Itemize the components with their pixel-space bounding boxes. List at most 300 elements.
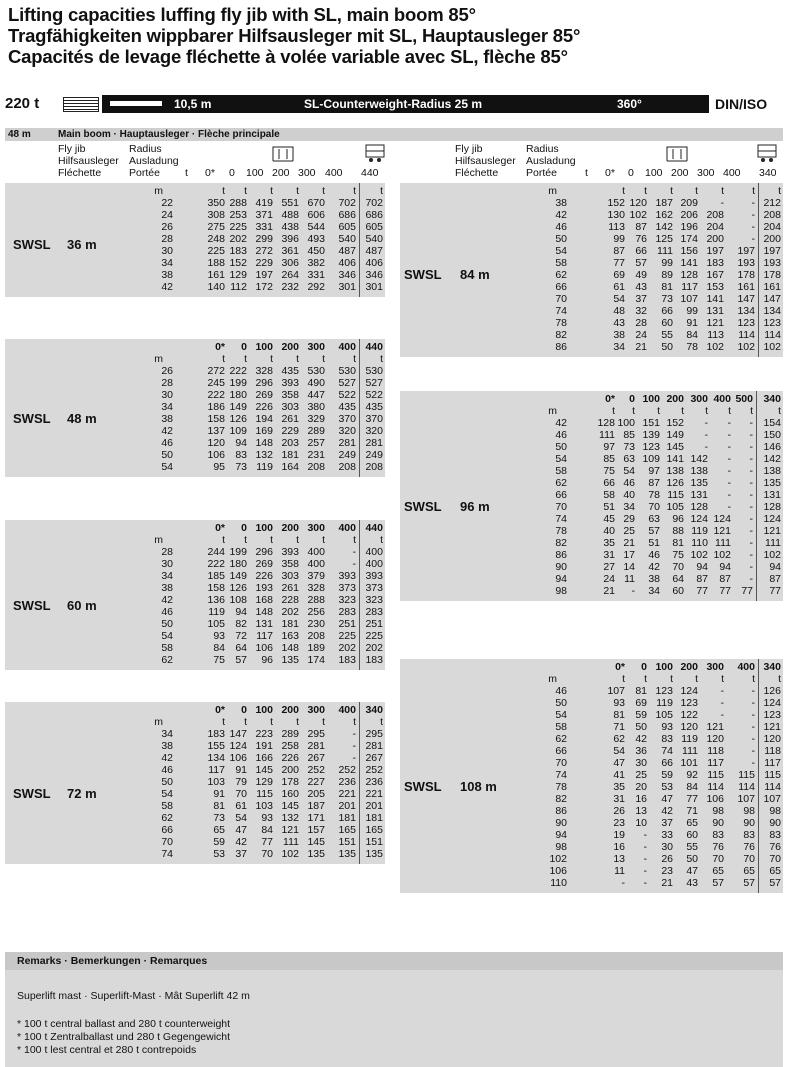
capacity-cell: 83 [743, 829, 755, 841]
capacity-cell: 73 [213, 812, 225, 824]
remarks-note: * 100 t central ballast and 280 t counterweight [17, 1018, 231, 1030]
radius-cell: 24 [161, 209, 173, 221]
capacity-cell: 197 [706, 245, 724, 257]
main-boom-length: 48 m [8, 129, 31, 140]
capacity-cell: 66 [661, 757, 673, 769]
capacity-cell: 157 [307, 824, 325, 836]
capacity-cell: 281 [365, 437, 383, 449]
capacity-cell: - [352, 546, 356, 558]
capacity-cell: 134 [207, 752, 225, 764]
capacity-cell: 81 [613, 709, 625, 721]
unit-t: t [778, 673, 781, 685]
capacity-cell: 123 [642, 441, 660, 453]
col-label: 0 [241, 341, 247, 353]
radius-cell: 50 [555, 233, 567, 245]
table-row [400, 305, 783, 317]
table-row [400, 269, 783, 281]
capacity-cell: 98 [712, 805, 724, 817]
capacity-cell: 87 [613, 245, 625, 257]
col-label: 100 [655, 661, 673, 673]
radius-cell: 50 [161, 449, 173, 461]
table-row [5, 197, 385, 209]
unit-t: t [353, 534, 356, 546]
capacity-cell: 85 [623, 429, 635, 441]
capacity-cell: 180 [229, 389, 247, 401]
capacity-cell: - [749, 465, 753, 477]
table-block [5, 183, 385, 297]
capacity-cell: 118 [764, 745, 781, 757]
unit-m: m [154, 534, 163, 546]
capacity-cell: 200 [281, 764, 299, 776]
capacity-cell: 123 [763, 317, 781, 329]
capacity-cell: - [749, 441, 753, 453]
capacity-cell: 145 [281, 800, 299, 812]
capacity-cell: 105 [207, 618, 225, 630]
capacity-cell: 447 [307, 389, 325, 401]
capacity-cell: 272 [255, 245, 273, 257]
capacity-cell: 81 [661, 281, 673, 293]
config-bar [5, 95, 783, 113]
capacity-cell: 147 [737, 293, 755, 305]
capacity-cell: 102 [706, 341, 724, 353]
capacity-cell: 32 [635, 305, 647, 317]
capacity-cell: 303 [281, 401, 299, 413]
capacity-cell: 148 [281, 642, 299, 654]
unit-t: t [632, 405, 635, 417]
capacity-cell: - [643, 829, 647, 841]
capacity-cell: 131 [763, 489, 781, 501]
capacity-cell: 118 [707, 745, 724, 757]
capacity-cell: 70 [743, 853, 755, 865]
capacity-cell: 358 [281, 389, 299, 401]
capacity-cell: 225 [207, 245, 225, 257]
capacity-cell: 306 [281, 257, 299, 269]
table-row [5, 401, 385, 413]
capacity-cell: 281 [307, 740, 325, 752]
capacity-cell: 123 [655, 685, 673, 697]
capacity-cell: 128 [597, 417, 615, 429]
capacity-cell: 50 [635, 721, 647, 733]
capacity-cell: 370 [365, 413, 383, 425]
col-label: 0* [605, 393, 615, 405]
table-row [5, 269, 385, 281]
capacity-cell: 102 [763, 549, 781, 561]
capacity-cell: - [751, 209, 755, 221]
col-label: 200 [666, 393, 684, 405]
capacity-cell: - [727, 477, 731, 489]
table-unit-row [400, 405, 783, 417]
capacity-cell: 490 [307, 377, 325, 389]
col-label: 100 [642, 393, 660, 405]
capacity-cell: 161 [207, 269, 225, 281]
capacity-cell: 57 [235, 654, 247, 666]
radius-cell: 66 [555, 281, 567, 293]
unit-t: t [750, 405, 753, 417]
capacity-cell: 77 [741, 585, 753, 597]
capacity-cell: 26 [661, 853, 673, 865]
capacity-cell: 164 [281, 461, 299, 473]
table-row [5, 425, 385, 437]
capacity-cell: 323 [365, 594, 383, 606]
radius-cell: 62 [161, 654, 173, 666]
jib-system-label: SWSL [13, 237, 51, 252]
capacity-cell: 83 [235, 449, 247, 461]
capacity-cell: 138 [666, 465, 684, 477]
capacity-cell: 96 [672, 513, 684, 525]
table-col-header [5, 704, 385, 716]
capacity-cell: 83 [712, 829, 724, 841]
unit-t: t [622, 185, 625, 197]
capacity-cell: 328 [307, 582, 325, 594]
capacity-cell: - [352, 558, 356, 570]
capacity-cell: 269 [255, 558, 273, 570]
capacity-cell: 202 [365, 642, 383, 654]
capacity-cell: 361 [281, 245, 299, 257]
unit-m: m [154, 716, 163, 728]
capacity-cell: 60 [672, 585, 684, 597]
unit-t: t [612, 405, 615, 417]
capacity-cell: - [704, 441, 708, 453]
superlift-icon [271, 143, 295, 163]
col-label: 300 [307, 341, 325, 353]
capacity-cell: 226 [281, 752, 299, 764]
radius-cell: 82 [555, 793, 567, 805]
capacity-cell: 24 [635, 329, 647, 341]
capacity-cell: 33 [661, 829, 673, 841]
capacity-cell: - [749, 537, 753, 549]
capacity-cell: 93 [261, 812, 273, 824]
capacity-cell: 226 [255, 570, 273, 582]
capacity-cell: 400 [365, 558, 383, 570]
radius-cell: 66 [555, 489, 567, 501]
capacity-cell: 702 [338, 197, 356, 209]
capacity-cell: 522 [338, 389, 356, 401]
capacity-cell: 126 [763, 685, 781, 697]
radius-cell: 38 [161, 269, 173, 281]
table-col-header [400, 393, 783, 405]
remarks-mast: Superlift mast · Superlift-Mast · Mât Superlift 42 m [17, 990, 250, 1002]
capacity-cell: 94 [769, 561, 781, 573]
capacity-cell: 222 [207, 389, 225, 401]
capacity-cell: 288 [229, 197, 247, 209]
capacity-cell: 51 [648, 537, 660, 549]
unit-t: t [353, 353, 356, 365]
capacity-cell: 70 [672, 561, 684, 573]
radius-cell: 86 [555, 341, 567, 353]
capacity-cell: 109 [229, 425, 247, 437]
capacity-cell: - [352, 728, 356, 740]
radius-cell: 50 [555, 441, 567, 453]
radius-cell: 58 [555, 257, 567, 269]
capacity-cell: 54 [235, 812, 247, 824]
capacity-cell: 251 [338, 618, 356, 630]
capacity-cell: 301 [338, 281, 356, 293]
capacity-cell: 165 [365, 824, 383, 836]
capacity-cell: 249 [365, 449, 383, 461]
capacity-cell: 156 [680, 245, 698, 257]
table-row [400, 805, 783, 817]
capacity-cell: 121 [706, 317, 724, 329]
capacity-cell: 393 [338, 570, 356, 582]
capacity-cell: 253 [229, 209, 247, 221]
capacity-cell: 77 [261, 836, 273, 848]
capacity-cell: 66 [661, 305, 673, 317]
capacity-cell: 93 [213, 630, 225, 642]
radius-cell: 54 [161, 461, 173, 473]
capacity-cell: 400 [307, 546, 325, 558]
unit-t: t [222, 353, 225, 365]
radius-cell: 78 [555, 781, 567, 793]
capacity-cell: 231 [307, 449, 325, 461]
capacity-cell: - [727, 489, 731, 501]
table-row [5, 245, 385, 257]
table-row [5, 654, 385, 666]
jib-system-label: SWSL [404, 779, 442, 794]
table-row [400, 221, 783, 233]
radius-cell: 42 [161, 281, 173, 293]
capacity-cell: 111 [765, 537, 781, 549]
capacity-cell: - [643, 877, 647, 889]
capacity-cell: 435 [281, 365, 299, 377]
capacity-cell: 202 [229, 233, 247, 245]
unit-t: t [353, 185, 356, 197]
capacity-cell: 41 [613, 769, 625, 781]
unit-label: t [185, 167, 188, 179]
table-row [400, 281, 783, 293]
capacity-cell: 115 [738, 769, 755, 781]
capacity-cell: 193 [255, 582, 273, 594]
capacity-cell: 69 [635, 697, 647, 709]
radius-cell: 62 [161, 812, 173, 824]
unit-t: t [380, 353, 383, 365]
capacity-cell: 151 [338, 836, 356, 848]
capacity-cell: 371 [255, 209, 273, 221]
capacity-cell: 103 [255, 800, 273, 812]
capacity-cell: 70 [261, 848, 273, 860]
capacity-cell: 70 [712, 853, 724, 865]
table-row [400, 513, 783, 525]
radius-cell: 50 [161, 776, 173, 788]
capacity-cell: 70 [769, 853, 781, 865]
capacity-cell: 43 [613, 317, 625, 329]
capacity-cell: 295 [307, 728, 325, 740]
capacity-cell: 350 [207, 197, 225, 209]
capacity-cell: 42 [635, 733, 647, 745]
table-row [5, 281, 385, 293]
capacity-cell: 87 [719, 573, 731, 585]
table-row [400, 489, 783, 501]
capacity-cell: 59 [635, 709, 647, 721]
table-row [5, 642, 385, 654]
capacity-cell: 46 [623, 477, 635, 489]
jib-length-label: 48 m [67, 411, 97, 426]
flyjib-label-fr: Fléchette [58, 167, 102, 179]
capacity-cell: 488 [281, 209, 299, 221]
capacity-cell: 527 [365, 377, 383, 389]
capacity-cell: - [704, 429, 708, 441]
title-en: Lifting capacities luffing fly jib with SL, main boom 85° [8, 4, 476, 25]
capacity-cell: 331 [307, 269, 325, 281]
capacity-cell: 138 [763, 465, 781, 477]
capacity-cell: 228 [281, 594, 299, 606]
capacity-cell: 112 [230, 281, 247, 293]
capacity-cell: 84 [686, 781, 698, 793]
capacity-cell: 125 [655, 233, 673, 245]
capacity-cell: 358 [281, 558, 299, 570]
unit-t: t [296, 716, 299, 728]
jib-system-label: SWSL [404, 267, 442, 282]
radius-cell: 38 [555, 197, 567, 209]
capacity-cell: - [751, 709, 755, 721]
col-label: 0 [241, 704, 247, 716]
table-row [400, 329, 783, 341]
capacity-cell: 281 [338, 437, 356, 449]
table-row [400, 585, 783, 597]
capacity-cell: 373 [338, 582, 356, 594]
capacity-cell: - [749, 513, 753, 525]
capacity-cell: 107 [737, 793, 755, 805]
capacity-cell: 114 [738, 329, 755, 341]
unit-t: t [270, 534, 273, 546]
capacity-cell: 328 [255, 365, 273, 377]
capacity-cell: 13 [613, 853, 625, 865]
col-label: 400 [338, 341, 356, 353]
table-row [5, 788, 385, 800]
col-label: 100 [645, 167, 663, 179]
capacity-cell: 53 [661, 781, 673, 793]
capacity-cell: 98 [743, 805, 755, 817]
capacity-cell: 117 [208, 764, 225, 776]
capacity-cell: - [643, 841, 647, 853]
capacity-cell: 13 [635, 805, 647, 817]
table-row [400, 257, 783, 269]
slew-label: 360° [617, 97, 642, 111]
capacity-cell: - [727, 441, 731, 453]
capacity-cell: 108 [229, 594, 247, 606]
radius-cell: 38 [161, 413, 173, 425]
unit-label: t [585, 167, 588, 179]
column-divider [359, 339, 360, 477]
capacity-cell: 257 [307, 437, 325, 449]
capacity-cell: - [727, 501, 731, 513]
capacity-cell: 49 [635, 269, 647, 281]
unit-t: t [752, 673, 755, 685]
capacity-cell: 135 [307, 848, 325, 860]
capacity-cell: 73 [623, 441, 635, 453]
capacity-cell: - [749, 501, 753, 513]
capacity-cell: 87 [769, 573, 781, 585]
capacity-cell: 61 [613, 281, 625, 293]
capacity-cell: 31 [613, 793, 625, 805]
capacity-cell: - [751, 733, 755, 745]
radius-cell: 58 [161, 800, 173, 812]
col-label: 0 [641, 661, 647, 673]
capacity-cell: 551 [281, 197, 299, 209]
capacity-cell: 69 [613, 269, 625, 281]
capacity-cell: 21 [661, 877, 673, 889]
capacity-cell: 51 [603, 501, 615, 513]
capacity-cell: 152 [666, 417, 684, 429]
radius-cell: 50 [555, 697, 567, 709]
radius-cell: 46 [555, 221, 567, 233]
capacity-cell: 174 [307, 654, 325, 666]
radius-cell: 22 [161, 197, 173, 209]
capacity-cell: 236 [365, 776, 383, 788]
capacity-cell: 146 [763, 441, 781, 453]
capacity-cell: 227 [307, 776, 325, 788]
table-row [400, 233, 783, 245]
table-row [400, 549, 783, 561]
capacity-cell: 269 [255, 389, 273, 401]
table-row [5, 461, 385, 473]
capacity-cell: 275 [207, 221, 225, 233]
table-row [400, 877, 783, 889]
capacity-cell: 320 [338, 425, 356, 437]
capacity-cell: 88 [672, 525, 684, 537]
capacity-cell: 197 [763, 245, 781, 257]
capacity-cell: 200 [763, 233, 781, 245]
capacity-cell: 92 [686, 769, 698, 781]
capacity-cell: 329 [307, 413, 325, 425]
capacity-cell: - [720, 685, 724, 697]
radius-cell: 42 [161, 594, 173, 606]
radius-cell: 74 [555, 305, 567, 317]
capacity-cell: 64 [672, 573, 684, 585]
capacity-cell: 73 [661, 293, 673, 305]
table-row [400, 829, 783, 841]
capacity-cell: 225 [229, 221, 247, 233]
radius-cell: 58 [555, 465, 567, 477]
unit-m: m [154, 185, 163, 197]
capacity-cell: 167 [706, 269, 724, 281]
capacity-cell: 168 [255, 594, 273, 606]
capacity-cell: 149 [229, 570, 247, 582]
capacity-cell: 38 [613, 329, 625, 341]
radius-cell: 34 [161, 257, 173, 269]
radius-cell: 62 [555, 733, 567, 745]
column-divider [359, 520, 360, 670]
capacity-cell: 142 [763, 453, 781, 465]
col-label: 100 [255, 341, 273, 353]
capacity-cell: - [727, 417, 731, 429]
col-label: 200 [671, 167, 689, 179]
capacity-cell: 93 [661, 721, 673, 733]
capacity-cell: 50 [661, 341, 673, 353]
capacity-cell: 77 [613, 257, 625, 269]
capacity-cell: 126 [229, 413, 247, 425]
config-black-bar [102, 95, 709, 113]
table-block [400, 659, 783, 893]
col-label: 300 [307, 704, 325, 716]
table-row [5, 389, 385, 401]
jib-system-label: SWSL [404, 499, 442, 514]
col-label: 500 [735, 393, 753, 405]
capacity-cell: 66 [635, 245, 647, 257]
capacity-cell: 141 [666, 453, 684, 465]
capacity-cell: 65 [213, 824, 225, 836]
jib-length-label: 60 m [67, 598, 97, 613]
flyjib-label-de: Hilfsausleger [58, 155, 119, 167]
capacity-cell: 50 [686, 853, 698, 865]
capacity-cell: 252 [365, 764, 383, 776]
capacity-cell: 181 [281, 618, 299, 630]
unit-t: t [752, 185, 755, 197]
capacity-cell: 66 [603, 477, 615, 489]
capacity-cell: 379 [307, 570, 325, 582]
table-row [5, 776, 385, 788]
capacity-cell: 111 [715, 537, 731, 549]
capacity-cell: 187 [307, 800, 325, 812]
